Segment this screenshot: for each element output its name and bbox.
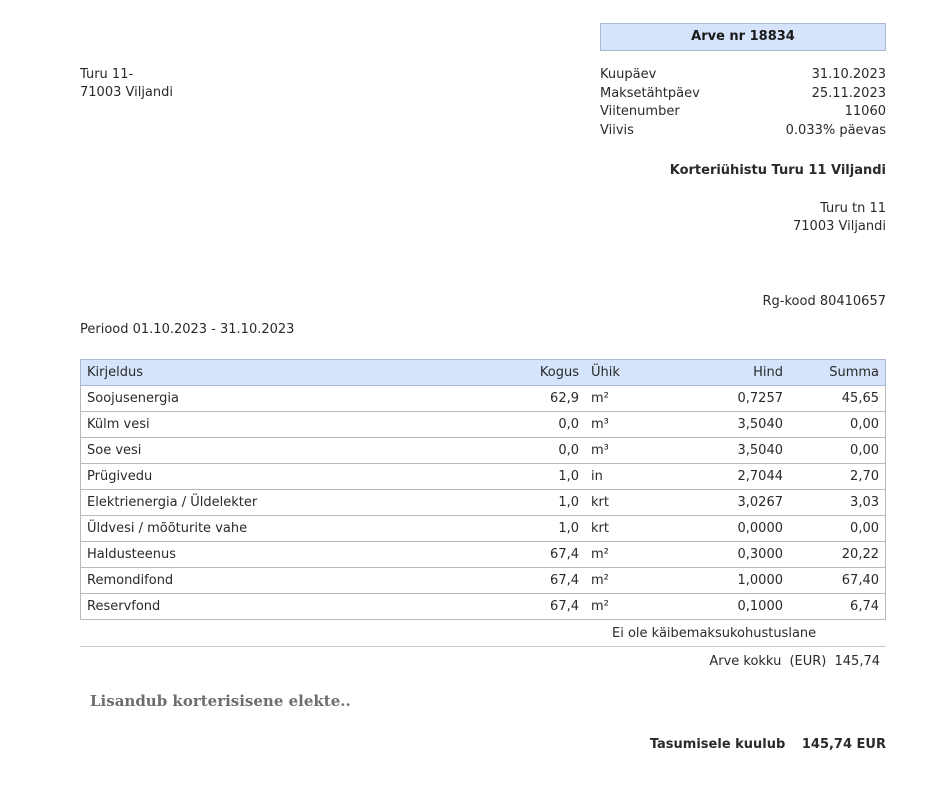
total-value: 145,74: [834, 654, 880, 669]
table-row: [81, 594, 886, 620]
meta-label: Viitenumber: [600, 104, 680, 120]
cell-description: Elektrienergia / Üldelekter: [81, 490, 514, 516]
cell-description: Soojusenergia: [81, 386, 514, 412]
vat-note: Ei ole käibemaksukohustuslane: [612, 626, 817, 641]
cell-quantity: 1,0: [513, 490, 585, 516]
invoice-total: [705, 654, 880, 669]
cell-sum: 0,00: [789, 438, 886, 464]
cell-unit: m²: [585, 542, 657, 568]
meta-value: 0.033% päevas: [785, 123, 886, 139]
due-label: Tasumisele kuulub: [649, 737, 786, 752]
meta-row-penalty: [600, 122, 886, 141]
issuer-city: 71003 Viljandi: [793, 219, 886, 234]
cell-price: 0,0000: [657, 516, 789, 542]
table-row: [81, 464, 886, 490]
cell-description: Soe vesi: [81, 438, 514, 464]
table-row: [81, 490, 886, 516]
header-unit: Ühik: [585, 360, 657, 386]
issuer-street: Turu tn 11: [820, 201, 886, 216]
cell-sum: 0,00: [789, 412, 886, 438]
invoice-title: Arve nr 18834: [600, 23, 886, 51]
cell-unit: m³: [585, 438, 657, 464]
cell-description: Haldusteenus: [81, 542, 514, 568]
table-row: [81, 386, 886, 412]
meta-value: 31.10.2023: [811, 67, 886, 82]
cell-quantity: 0,0: [513, 438, 585, 464]
cell-sum: 0,00: [789, 516, 886, 542]
cell-sum: 3,03: [789, 490, 886, 516]
cell-price: 2,7044: [657, 464, 789, 490]
meta-label: Maksetähtpäev: [600, 85, 700, 101]
cell-sum: 67,40: [789, 568, 886, 594]
header-sum: Summa: [789, 360, 886, 386]
issuer-name: Korteriühistu Turu 11 Viljandi: [669, 163, 886, 178]
electricity-note: Lisandub korterisisene elekte..: [90, 692, 351, 710]
cell-sum: 2,70: [789, 464, 886, 490]
cell-price: 0,1000: [657, 594, 789, 620]
table-header-row: [81, 360, 886, 386]
recipient-street: Turu 11-: [80, 67, 134, 82]
cell-quantity: 67,4: [513, 568, 585, 594]
cell-quantity: 67,4: [513, 594, 585, 620]
recipient-city: 71003 Viljandi: [80, 85, 173, 100]
cell-sum: 45,65: [789, 386, 886, 412]
cell-price: 3,5040: [657, 412, 789, 438]
meta-value: 11060: [844, 104, 886, 120]
amount-due: [650, 737, 886, 752]
divider: [80, 646, 886, 647]
cell-sum: 6,74: [789, 594, 886, 620]
invoice-meta: [600, 66, 886, 141]
cell-quantity: 62,9: [513, 386, 585, 412]
meta-label: Kuupäev: [600, 67, 657, 82]
cell-sum: 20,22: [789, 542, 886, 568]
cell-unit: m²: [585, 386, 657, 412]
table-row: [81, 412, 886, 438]
header-quantity: Kogus: [513, 360, 585, 386]
total-label: Arve kokku: [709, 654, 782, 669]
cell-quantity: 1,0: [513, 464, 585, 490]
cell-price: 1,0000: [657, 568, 789, 594]
cell-unit: m³: [585, 412, 657, 438]
meta-row-date: [600, 66, 886, 85]
meta-label: Viivis: [600, 123, 634, 139]
header-description: Kirjeldus: [81, 360, 514, 386]
cell-unit: krt: [585, 490, 657, 516]
cell-price: 0,3000: [657, 542, 789, 568]
issuer-address: [793, 200, 886, 236]
issuer-reg-code: Rg-kood 80410657: [762, 294, 886, 309]
billing-period: Periood 01.10.2023 - 31.10.2023: [80, 322, 295, 337]
cell-price: 0,7257: [657, 386, 789, 412]
cell-price: 3,5040: [657, 438, 789, 464]
invoice-items-table: [80, 359, 886, 620]
cell-description: Reservfond: [81, 594, 514, 620]
cell-description: Prügivedu: [81, 464, 514, 490]
cell-unit: m²: [585, 568, 657, 594]
table-row: [81, 438, 886, 464]
table-row: [81, 568, 886, 594]
cell-description: Remondifond: [81, 568, 514, 594]
cell-quantity: 0,0: [513, 412, 585, 438]
cell-description: Üldvesi / mõõturite vahe: [81, 516, 514, 542]
cell-unit: in: [585, 464, 657, 490]
meta-row-due-date: [600, 85, 886, 104]
header-price: Hind: [657, 360, 789, 386]
cell-quantity: 67,4: [513, 542, 585, 568]
cell-quantity: 1,0: [513, 516, 585, 542]
cell-price: 3,0267: [657, 490, 789, 516]
due-value: 145,74 EUR: [801, 737, 886, 752]
cell-description: Külm vesi: [81, 412, 514, 438]
table-row: [81, 542, 886, 568]
recipient-address: [80, 66, 173, 102]
total-currency: (EUR): [789, 654, 827, 669]
cell-unit: m²: [585, 594, 657, 620]
table-row: [81, 516, 886, 542]
cell-unit: krt: [585, 516, 657, 542]
meta-row-reference: [600, 103, 886, 122]
meta-value: 25.11.2023: [811, 85, 886, 101]
